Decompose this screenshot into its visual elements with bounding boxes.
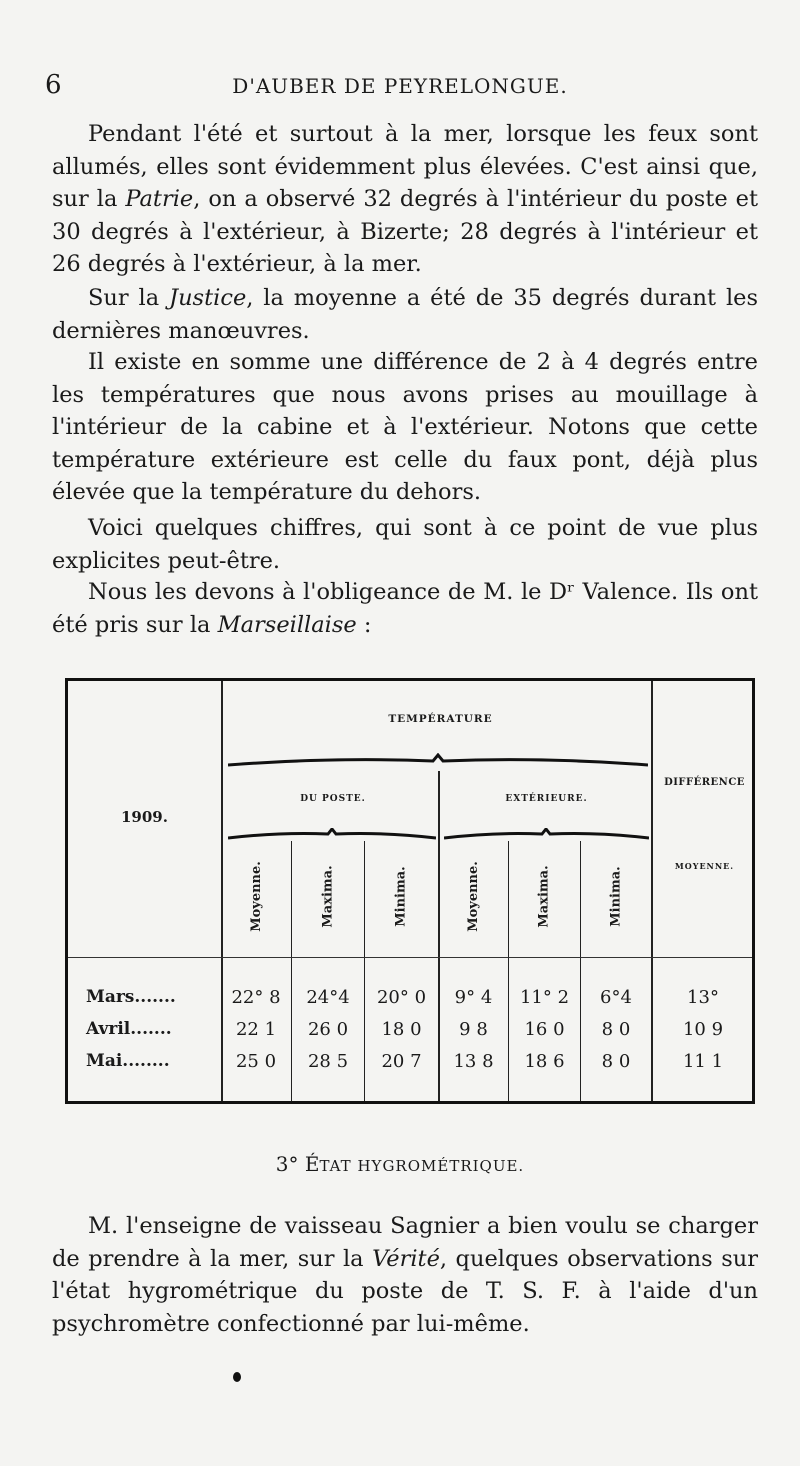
table-cell: 13° (687, 987, 719, 1008)
year-label: 1909. (121, 808, 168, 826)
row-label-mai: Mai........ (86, 1051, 170, 1071)
poste-header: DU POSTE. (300, 794, 366, 804)
table-cell: 9 8 (459, 1019, 488, 1040)
table-cell: 22° 8 (231, 987, 281, 1008)
col-header-label: Moyenne. (248, 860, 264, 932)
col-header-label: Moyenne. (466, 860, 481, 932)
col-header (581, 841, 651, 951)
section-title (0, 1152, 800, 1176)
print-speck (233, 1372, 241, 1382)
temperature-table (65, 678, 755, 1104)
col-header-label: Maxima. (537, 864, 552, 928)
row-label-avril: Avril....... (86, 1019, 172, 1039)
poste-brace (228, 828, 436, 842)
text-run: , on a observé 32 degrés à l'intérieur du poste et 30 degrés à l'extérieur, à Bizerte; 28 degrés à l'intérieur et 26 degrés à l'extérieur, à la mer. (52, 186, 758, 277)
col-header-label: Minima. (394, 865, 409, 927)
table-cell: 10 9 (682, 1019, 724, 1040)
section-number: 3° (275, 1152, 299, 1176)
paragraph-difference (52, 346, 758, 509)
moyenne-subheader: MOYENNE. (674, 861, 735, 871)
paragraph-justice (52, 282, 758, 347)
text-run: Il existe en somme une différence de 2 à 4 degrés entre les températures que nous avons prises au mouillage à l'intérieur de la cabine et à l'extérieur. Notons que cette température extérieure est celle du faux pont, déjà plus élevée que la température du dehors. (52, 349, 758, 505)
text-run: M. l'enseigne de vaisseau Sagnier a bien voulu se charger de prendre à la mer, sur la (52, 1213, 758, 1272)
section-title-rest: TAT HYGROMÉTRIQUE. (319, 1157, 525, 1175)
col-header (221, 841, 291, 951)
section-title-initial: É (304, 1152, 320, 1176)
col-header (365, 841, 438, 951)
col-header-label: Minima. (608, 865, 624, 927)
ship-name-marseillaise: Marseillaise (217, 611, 357, 638)
page-header (45, 70, 755, 106)
exterieure-brace (444, 828, 649, 842)
col-header (509, 841, 580, 951)
text-run: , quelques observations sur l'état hygrométrique du poste de T. S. F. à l'aide d'un psychromètre confectionné par lui-même. (52, 1245, 758, 1337)
table-cell: 24°4 (306, 987, 350, 1008)
paragraph-hygrometric (52, 1210, 758, 1340)
ship-name-verite: Vérité (372, 1245, 440, 1272)
temperature-brace (228, 753, 648, 771)
text-run: Sur la (88, 285, 170, 311)
exterieure-header: EXTÉRIEURE. (505, 794, 588, 804)
page-number: 6 (45, 70, 62, 100)
difference-header: DIFFÉRENCE (664, 777, 745, 788)
text-run: , la moyenne a été de 35 degrés durant les dernières manœuvres. (52, 285, 759, 344)
table-cell: 13 8 (453, 1051, 494, 1072)
table-cell: 11° 2 (519, 987, 570, 1008)
table-cell: 11 1 (682, 1051, 724, 1072)
table-cell: 8 0 (601, 1051, 631, 1072)
text-run: : (356, 611, 372, 638)
table-cell: 6°4 (600, 987, 632, 1008)
paragraph-summer-temperatures (52, 118, 758, 281)
text-run: Nous les devons à l'obligeance de M. le Dʳ Valence. Ils ont été pris sur la (52, 579, 758, 638)
table-cell: 28 5 (307, 1051, 349, 1072)
running-head: D'AUBER DE PEYRELONGUE. (232, 74, 568, 98)
table-cell: 18 0 (381, 1019, 422, 1040)
table-cell: 25 0 (235, 1051, 277, 1072)
table-cell: 18 6 (524, 1051, 565, 1072)
paragraph-source (52, 576, 758, 641)
ship-name-patrie: Patrie (125, 186, 194, 212)
row-label-mars: Mars....... (86, 987, 176, 1007)
header-rule (68, 957, 752, 958)
table-cell: 16 0 (524, 1019, 565, 1040)
paragraph-figures (52, 512, 758, 577)
table-cell: 8 0 (601, 1019, 631, 1040)
ship-name-justice: Justice (169, 285, 247, 311)
col-header-label: Maxima. (320, 864, 336, 928)
temperature-header: TEMPÉRATURE (388, 713, 493, 725)
table-cell: 22 1 (235, 1019, 277, 1040)
table-cell: 9° 4 (454, 987, 493, 1008)
text-run: Voici quelques chiffres, qui sont à ce point de vue plus explicites peut-être. (52, 515, 758, 574)
text-run: Pendant l'été et surtout à la mer, lorsque les feux sont allumés, elles sont évidemment plus élevées. C'est ainsi que, sur la (52, 121, 758, 212)
col-header (292, 841, 364, 951)
col-header (439, 841, 508, 951)
table-cell: 20° 0 (376, 987, 427, 1008)
table-cell: 20 7 (381, 1051, 422, 1072)
table-cell: 26 0 (307, 1019, 349, 1040)
